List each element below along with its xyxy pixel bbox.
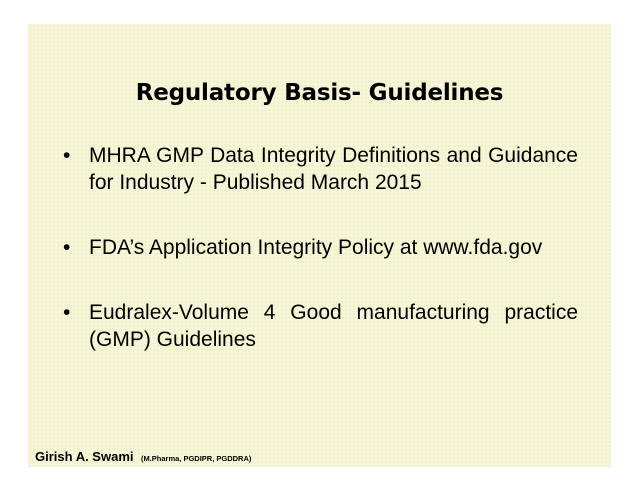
bullet-dot-icon: • (63, 236, 71, 259)
bullet-text: MHRA GMP Data Integrity Definitions and Guidance for Industry - Published March 2015 (89, 144, 578, 194)
bullet-item (63, 299, 578, 353)
bullet-item (63, 234, 578, 261)
slide-title: Regulatory Basis- Guidelines (135, 80, 504, 106)
footer (35, 448, 251, 466)
bullet-list (63, 142, 578, 353)
bullet-text: Eudralex-Volume 4 Good manufacturing practice (GMP) Guidelines (89, 301, 578, 351)
author-name: Girish A. Swami (35, 449, 134, 464)
bullet-item (63, 142, 578, 196)
bullet-dot-icon: • (63, 301, 71, 324)
bullet-dot-icon: • (63, 144, 71, 167)
bullet-text: FDA’s Application Integrity Policy at www.fda.gov (89, 236, 543, 259)
slide (28, 24, 611, 467)
author-credentials: (M.Pharma, PGDIPR, PGDDRA) (140, 454, 252, 463)
